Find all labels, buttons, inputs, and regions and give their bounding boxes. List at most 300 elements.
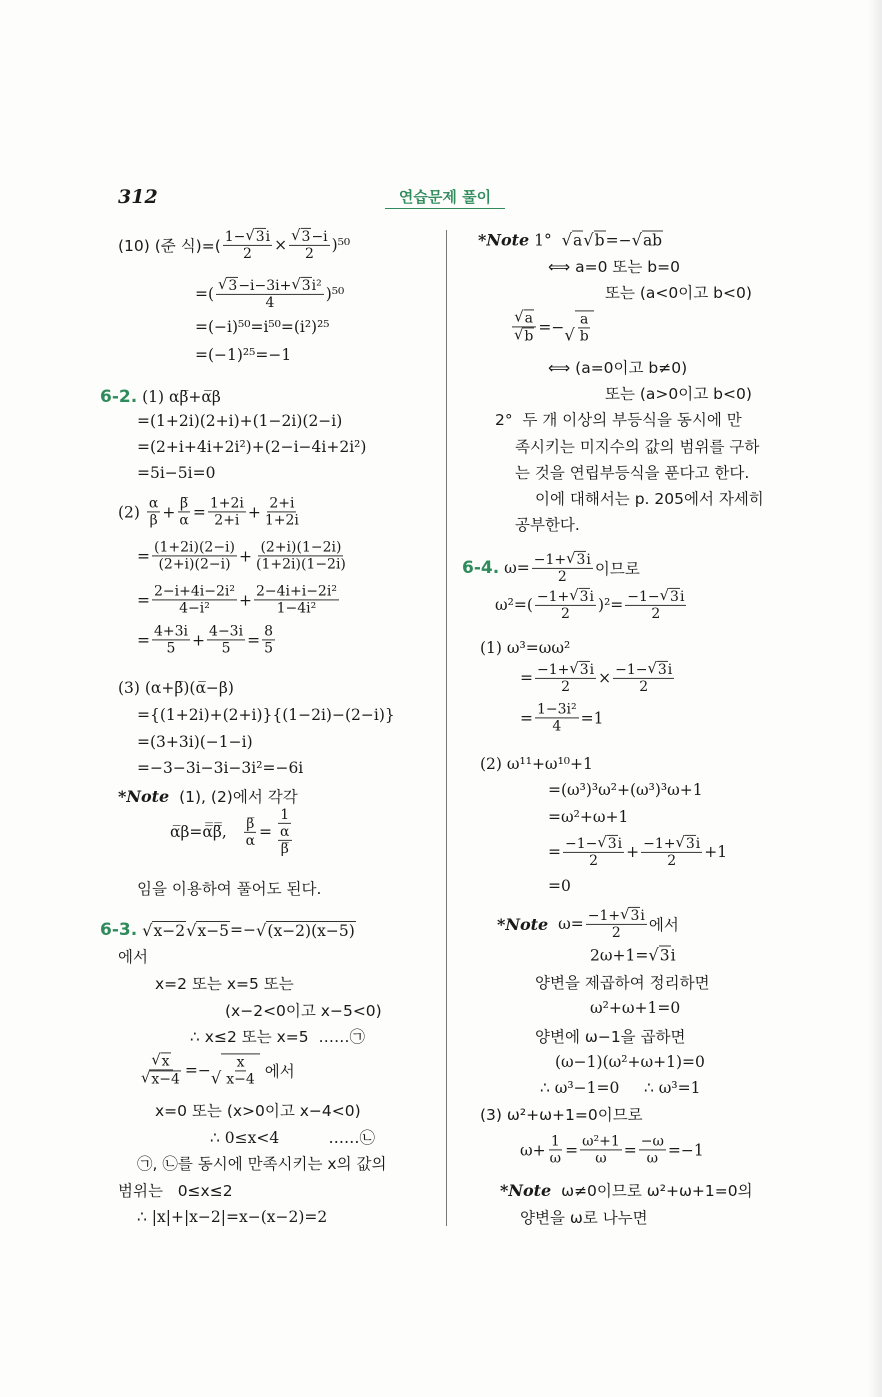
text-run: =(−1)²⁵=−1 bbox=[195, 346, 292, 364]
text-run: 1+2i bbox=[264, 512, 299, 529]
text-run: α bbox=[245, 832, 256, 849]
text-run: −1− bbox=[565, 835, 598, 852]
right-solution-line bbox=[480, 639, 570, 657]
text-run: 3 bbox=[659, 946, 670, 965]
fraction-numerator bbox=[535, 588, 596, 606]
math-group bbox=[141, 1071, 181, 1088]
text-run: (2+i)(2−i) bbox=[158, 556, 231, 573]
fraction-numerator bbox=[258, 539, 343, 556]
text-run: 3 bbox=[579, 661, 589, 678]
radical-sign-icon: √ bbox=[141, 1069, 151, 1087]
fraction-denominator bbox=[177, 513, 190, 529]
text-run: b bbox=[579, 328, 589, 344]
text-run: ω bbox=[595, 1150, 607, 1167]
text-run: ∴ 0≤x<4 ……㉡ bbox=[210, 1129, 375, 1147]
text-run: 3 bbox=[301, 228, 311, 245]
left-solution-line bbox=[137, 1152, 386, 1174]
text-run: x−2 bbox=[153, 921, 186, 940]
left-solution-line bbox=[137, 583, 341, 616]
right-solution-line bbox=[548, 808, 628, 826]
right-solution-line bbox=[510, 309, 594, 344]
radical-sign-icon: √ bbox=[151, 1051, 161, 1069]
radical-sign-icon: √ bbox=[186, 920, 197, 940]
square-root bbox=[632, 231, 664, 250]
text-run: i² bbox=[311, 277, 322, 294]
text-run: + bbox=[626, 843, 640, 861]
text-run: −1− bbox=[615, 661, 648, 678]
right-solution-line bbox=[590, 946, 676, 965]
text-run: (3) (α+β̅)(α̅−β) bbox=[118, 679, 234, 697]
radical-sign-icon: √ bbox=[564, 325, 575, 345]
left-solution-line bbox=[137, 877, 321, 899]
right-solution-line bbox=[520, 1206, 648, 1228]
text-run: ω²+1 bbox=[582, 1133, 620, 1150]
math-group bbox=[222, 1054, 259, 1087]
fraction bbox=[639, 1133, 666, 1166]
text-run: 2 bbox=[611, 925, 621, 941]
note-label: *Note bbox=[497, 914, 549, 934]
fraction bbox=[263, 495, 301, 528]
text-run: 5 bbox=[221, 640, 231, 657]
square-root bbox=[514, 309, 534, 326]
fraction-denominator bbox=[224, 1071, 257, 1087]
text-run: = bbox=[247, 631, 261, 649]
math-group bbox=[565, 835, 622, 852]
text-run: i bbox=[695, 835, 701, 852]
text-run: =( bbox=[195, 285, 215, 303]
right-solution-line bbox=[480, 1103, 643, 1125]
fraction-denominator bbox=[177, 601, 212, 617]
square-root bbox=[245, 228, 265, 245]
square-root bbox=[514, 328, 534, 345]
text-run: )⁵⁰ bbox=[331, 236, 351, 254]
left-solution-line bbox=[137, 733, 253, 751]
text-run: 2 bbox=[304, 246, 314, 262]
text-run: = bbox=[137, 631, 150, 649]
fraction-numerator bbox=[152, 539, 237, 556]
text-run: =(ω³)³ω²+(ω³)³ω+1 bbox=[548, 781, 703, 799]
math-group bbox=[276, 824, 293, 857]
right-solution-line bbox=[548, 835, 727, 869]
page-edge-shadow bbox=[868, 0, 882, 1397]
square-root bbox=[648, 661, 668, 678]
fraction bbox=[262, 623, 275, 656]
radicand bbox=[572, 231, 583, 250]
fraction bbox=[223, 228, 272, 262]
fraction-numerator bbox=[639, 1133, 666, 1150]
text-run: 2 bbox=[667, 853, 677, 869]
fraction bbox=[535, 588, 596, 622]
fraction-denominator bbox=[241, 246, 254, 262]
right-solution-line bbox=[520, 1133, 704, 1166]
text-run: ω+ bbox=[520, 1141, 546, 1159]
fraction bbox=[254, 583, 339, 616]
text-run: + bbox=[162, 503, 176, 521]
radicand bbox=[579, 661, 590, 678]
radicand bbox=[575, 310, 594, 344]
fraction bbox=[535, 661, 596, 695]
radical-sign-icon: √ bbox=[210, 1068, 222, 1088]
fraction-numerator bbox=[278, 807, 291, 824]
column-divider bbox=[446, 230, 447, 1226]
fraction-denominator bbox=[556, 569, 569, 585]
right-solution-line bbox=[480, 755, 593, 773]
left-solution-line bbox=[195, 277, 344, 311]
math-group bbox=[534, 551, 591, 568]
text-run: 2 bbox=[589, 853, 599, 869]
text-run: 2−i+4i−2i² bbox=[154, 583, 235, 600]
text-run: =(−i)⁵⁰=i⁵⁰=(i²)²⁵ bbox=[195, 318, 330, 336]
fraction bbox=[535, 701, 579, 734]
left-solution-line bbox=[118, 1179, 233, 1201]
left-solution-line bbox=[118, 785, 298, 807]
square-root bbox=[583, 231, 605, 250]
text-run: =0 bbox=[548, 877, 571, 895]
right-solution-line bbox=[515, 461, 749, 483]
radicand bbox=[266, 921, 355, 940]
radical-sign-icon: √ bbox=[218, 276, 228, 294]
fraction-denominator bbox=[593, 1151, 608, 1167]
text-run: =1 bbox=[580, 709, 604, 727]
right-solution-line bbox=[500, 1179, 753, 1201]
text-run: 3 bbox=[607, 835, 617, 852]
fraction-numerator bbox=[578, 311, 590, 328]
text-run: ω bbox=[646, 1150, 659, 1167]
fraction-denominator bbox=[559, 679, 572, 695]
text-run: 3 bbox=[579, 588, 589, 605]
fraction bbox=[548, 1133, 563, 1166]
left-solution-line bbox=[118, 945, 148, 967]
text-run: 양변에 ω−1을 곱하면 bbox=[535, 1028, 686, 1046]
left-solution-line bbox=[190, 1025, 365, 1047]
text-run: −i−3i+ bbox=[238, 277, 292, 294]
text-run: β̅ bbox=[180, 495, 189, 512]
radical-sign-icon: √ bbox=[648, 945, 659, 965]
radicand bbox=[642, 231, 663, 250]
fraction-numerator bbox=[149, 1052, 172, 1070]
text-run: (2+i)(1−2i) bbox=[260, 539, 342, 556]
radicand bbox=[575, 551, 586, 568]
fraction-denominator bbox=[303, 246, 316, 262]
text-run: 3 bbox=[657, 661, 667, 678]
text-run: = bbox=[259, 823, 273, 841]
text-run: (1+2i)(1−2i) bbox=[256, 556, 346, 573]
text-run: =−3−3i−3i−3i²=−6i bbox=[137, 759, 304, 777]
text-run: a bbox=[579, 310, 589, 327]
fraction-denominator bbox=[275, 601, 319, 617]
text-run: = bbox=[623, 1141, 637, 1159]
right-solution-line bbox=[478, 231, 663, 250]
text-run: a bbox=[573, 231, 583, 250]
fraction-denominator bbox=[649, 606, 662, 622]
fraction bbox=[580, 1133, 622, 1166]
square-root bbox=[569, 588, 589, 605]
radicand bbox=[255, 228, 266, 245]
text-run: 1−4i² bbox=[276, 600, 317, 617]
radical-sign-icon: √ bbox=[291, 227, 301, 245]
fraction bbox=[532, 551, 593, 585]
text-run: 2 bbox=[561, 606, 570, 622]
fraction bbox=[224, 1054, 257, 1087]
fraction-denominator bbox=[263, 295, 276, 311]
math-group bbox=[615, 661, 672, 678]
fraction bbox=[563, 835, 624, 869]
left-solution-line bbox=[137, 706, 395, 724]
fraction bbox=[139, 1052, 183, 1087]
left-solution-line bbox=[155, 1099, 361, 1121]
fraction-numerator bbox=[235, 1054, 247, 1071]
text-run: β̅ bbox=[246, 815, 255, 832]
text-run: −1+ bbox=[537, 661, 570, 678]
text-run: 1° bbox=[529, 231, 562, 249]
radicand bbox=[659, 946, 671, 965]
fraction-denominator bbox=[148, 513, 160, 529]
text-run: 3 bbox=[576, 551, 586, 568]
text-run: i bbox=[589, 588, 595, 605]
math-group bbox=[537, 661, 594, 678]
text-run: ω= bbox=[548, 915, 584, 933]
text-run: i bbox=[589, 661, 595, 678]
text-run: 2−4i+i−2i² bbox=[255, 583, 337, 600]
math-group bbox=[588, 907, 645, 924]
text-run: i bbox=[679, 588, 685, 605]
math-group bbox=[537, 588, 594, 605]
left-solution-line bbox=[137, 759, 303, 777]
fraction-denominator bbox=[262, 641, 275, 657]
text-run: x−5 bbox=[197, 921, 230, 940]
text-run: ={(1+2i)+(2+i)}{(1−2i)−(2−i)} bbox=[137, 706, 395, 724]
text-run: =(1+2i)(2+i)+(1−2i)(2−i) bbox=[137, 412, 343, 430]
text-run: 5 bbox=[264, 640, 273, 657]
radicand bbox=[161, 1052, 171, 1069]
text-run: −1+ bbox=[587, 907, 621, 924]
text-run: i bbox=[617, 835, 623, 852]
text-run: 4−i² bbox=[179, 600, 210, 617]
fraction bbox=[586, 907, 647, 941]
square-root bbox=[564, 310, 593, 344]
text-run: i bbox=[265, 228, 271, 245]
radicand bbox=[669, 588, 680, 605]
fraction-numerator bbox=[625, 588, 686, 606]
fraction-denominator bbox=[665, 853, 678, 869]
radical-sign-icon: √ bbox=[256, 920, 267, 940]
fraction-numerator bbox=[289, 228, 330, 246]
text-run: = bbox=[192, 503, 206, 521]
square-root bbox=[256, 921, 356, 940]
text-run: 1−3i² bbox=[537, 701, 577, 718]
right-solution-line bbox=[548, 356, 687, 378]
text-run: −ω bbox=[640, 1133, 664, 1150]
left-solution-line bbox=[118, 228, 350, 262]
fraction bbox=[578, 311, 591, 344]
fraction-denominator bbox=[645, 1151, 660, 1167]
text-run: (1) αβ̅+α̅β bbox=[137, 388, 221, 406]
right-solution-line bbox=[495, 588, 688, 622]
square-root bbox=[597, 835, 617, 852]
square-root bbox=[620, 907, 640, 924]
fraction-denominator bbox=[156, 557, 232, 573]
text-run: a bbox=[524, 310, 534, 327]
text-run: 1+2i bbox=[209, 495, 244, 512]
text-run: 2 bbox=[639, 679, 649, 695]
text-run: =− bbox=[230, 921, 257, 939]
fraction-denominator bbox=[244, 833, 257, 849]
text-run: = bbox=[565, 1141, 579, 1159]
fraction-denominator bbox=[637, 679, 650, 695]
note-label: *Note bbox=[118, 786, 170, 806]
text-run: =(3+3i)(−1−i) bbox=[137, 733, 253, 751]
text-run: (ω−1)(ω²+ω+1)=0 bbox=[555, 1053, 705, 1071]
text-run: 4 bbox=[265, 295, 275, 311]
fraction bbox=[641, 835, 702, 869]
text-run: 2 bbox=[242, 246, 252, 262]
right-solution-line bbox=[520, 661, 676, 695]
text-run: 3 bbox=[670, 588, 679, 605]
radicand bbox=[152, 921, 186, 940]
text-run: + bbox=[239, 547, 252, 565]
text-run: 양변을 ω로 나누면 bbox=[520, 1209, 648, 1227]
text-run: = bbox=[548, 843, 561, 861]
fraction-numerator bbox=[244, 815, 256, 832]
right-solution-line bbox=[462, 551, 640, 585]
fraction bbox=[613, 661, 674, 695]
math-group bbox=[225, 228, 270, 245]
problem-number: 6-3. bbox=[100, 920, 138, 940]
page-number: 312 bbox=[118, 186, 158, 208]
fraction-numerator bbox=[267, 495, 296, 512]
text-run: i bbox=[667, 661, 673, 678]
text-run: b bbox=[524, 328, 534, 345]
radicand bbox=[301, 277, 312, 294]
left-solution-line bbox=[137, 438, 366, 456]
fraction-numerator bbox=[532, 551, 593, 569]
text-run: 2 bbox=[557, 569, 567, 585]
math-group bbox=[218, 277, 322, 294]
text-run: ⟺ (a=0이고 b≠0) bbox=[548, 359, 688, 377]
text-run: 3 bbox=[301, 277, 311, 294]
text-run: 에서 bbox=[118, 948, 148, 966]
text-run: ω bbox=[549, 1150, 562, 1167]
radical-sign-icon: √ bbox=[142, 920, 153, 940]
radical-sign-icon: √ bbox=[514, 326, 524, 344]
text-run: 공부한다. bbox=[515, 516, 580, 534]
radicand bbox=[579, 588, 590, 605]
math-group bbox=[151, 1052, 170, 1069]
text-run: i bbox=[586, 551, 591, 568]
text-run: 이므로 bbox=[594, 560, 640, 578]
text-run: ∴ |x|+|x−2|=x−(x−2)=2 bbox=[137, 1208, 328, 1226]
text-run: x bbox=[161, 1053, 170, 1070]
text-run: (2) ω¹¹+ω¹⁰+1 bbox=[480, 755, 593, 773]
right-solution-line bbox=[548, 877, 571, 895]
radical-sign-icon: √ bbox=[583, 230, 594, 250]
text-run: 또는 (a<0이고 b<0) bbox=[605, 284, 752, 302]
fraction-numerator bbox=[613, 661, 674, 679]
square-root bbox=[648, 946, 670, 965]
left-solution-line bbox=[225, 999, 382, 1021]
fraction-denominator bbox=[220, 641, 233, 657]
text-run: ω≠0이므로 ω²+ω+1=0의 bbox=[551, 1182, 753, 1200]
text-run: =− bbox=[184, 1061, 211, 1079]
fraction-denominator bbox=[279, 841, 291, 857]
fraction bbox=[244, 815, 257, 848]
text-run: 1 bbox=[280, 806, 290, 823]
fraction-denominator bbox=[550, 719, 563, 735]
text-run: = bbox=[137, 547, 150, 565]
left-solution-line bbox=[137, 623, 277, 656]
text-run: =−1 bbox=[667, 1141, 704, 1159]
radicand bbox=[227, 277, 238, 294]
text-run: ∴ ω³−1=0 ∴ ω³=1 bbox=[540, 1079, 701, 1097]
fraction bbox=[152, 539, 237, 572]
text-run: ω= bbox=[499, 559, 530, 577]
fraction bbox=[512, 309, 536, 344]
text-run: α̅β=α̅̅β̅̅, bbox=[170, 823, 242, 841]
text-run: 이에 대해서는 p. 205에서 자세히 bbox=[535, 490, 764, 508]
text-run: = bbox=[520, 669, 533, 687]
text-run: β bbox=[149, 512, 158, 529]
text-run: =− bbox=[605, 231, 632, 249]
text-run: 8 bbox=[264, 623, 273, 640]
fraction bbox=[278, 824, 291, 857]
radicand bbox=[657, 661, 668, 678]
text-run: 2 bbox=[561, 679, 571, 695]
text-run: x=0 또는 (x>0이고 x−4<0) bbox=[155, 1102, 361, 1120]
text-run: 3 bbox=[255, 228, 265, 245]
text-run: (x−2<0이고 x−5<0) bbox=[225, 1002, 382, 1020]
radicand bbox=[607, 835, 618, 852]
left-solution-line bbox=[137, 1208, 327, 1226]
radical-sign-icon: √ bbox=[514, 308, 524, 326]
radical-sign-icon: √ bbox=[620, 906, 630, 924]
right-solution-line bbox=[515, 435, 759, 457]
text-run: α bbox=[179, 512, 189, 529]
left-solution-line bbox=[118, 679, 234, 697]
text-run: 3 bbox=[228, 277, 238, 294]
text-run: 2 bbox=[651, 606, 661, 622]
text-run: 임을 이용하여 풀어도 된다. bbox=[137, 880, 322, 898]
note-label: *Note bbox=[500, 1180, 552, 1200]
fraction-numerator bbox=[152, 583, 237, 600]
text-run: ab bbox=[642, 231, 663, 250]
text-run: −1+ bbox=[533, 551, 567, 568]
fraction-denominator bbox=[548, 1151, 563, 1167]
radical-sign-icon: √ bbox=[245, 227, 255, 245]
text-run: = bbox=[520, 709, 533, 727]
text-run: 족시키는 미지수의 값의 범위를 구하 bbox=[515, 438, 760, 456]
fraction bbox=[254, 539, 348, 572]
square-root bbox=[218, 277, 238, 294]
text-run: b bbox=[594, 231, 605, 250]
text-run: =− bbox=[538, 318, 565, 336]
fraction-denominator bbox=[512, 328, 536, 345]
right-solution-line bbox=[605, 382, 752, 404]
text-run: (3) ω²+ω+1=0이므로 bbox=[480, 1106, 643, 1124]
left-solution-line bbox=[137, 539, 350, 572]
text-run: 4+3i bbox=[154, 623, 189, 640]
fraction-denominator bbox=[212, 513, 241, 529]
right-solution-line bbox=[548, 781, 703, 799]
text-run: )⁵⁰ bbox=[325, 285, 345, 303]
fraction-denominator bbox=[559, 606, 572, 622]
left-solution-line bbox=[137, 1052, 295, 1087]
left-solution-line bbox=[100, 920, 356, 940]
left-solution-line bbox=[195, 318, 330, 336]
right-solution-line bbox=[555, 1053, 705, 1071]
radicand bbox=[150, 1071, 181, 1088]
text-run: 2+i bbox=[269, 495, 295, 512]
radical-sign-icon: √ bbox=[291, 276, 301, 294]
